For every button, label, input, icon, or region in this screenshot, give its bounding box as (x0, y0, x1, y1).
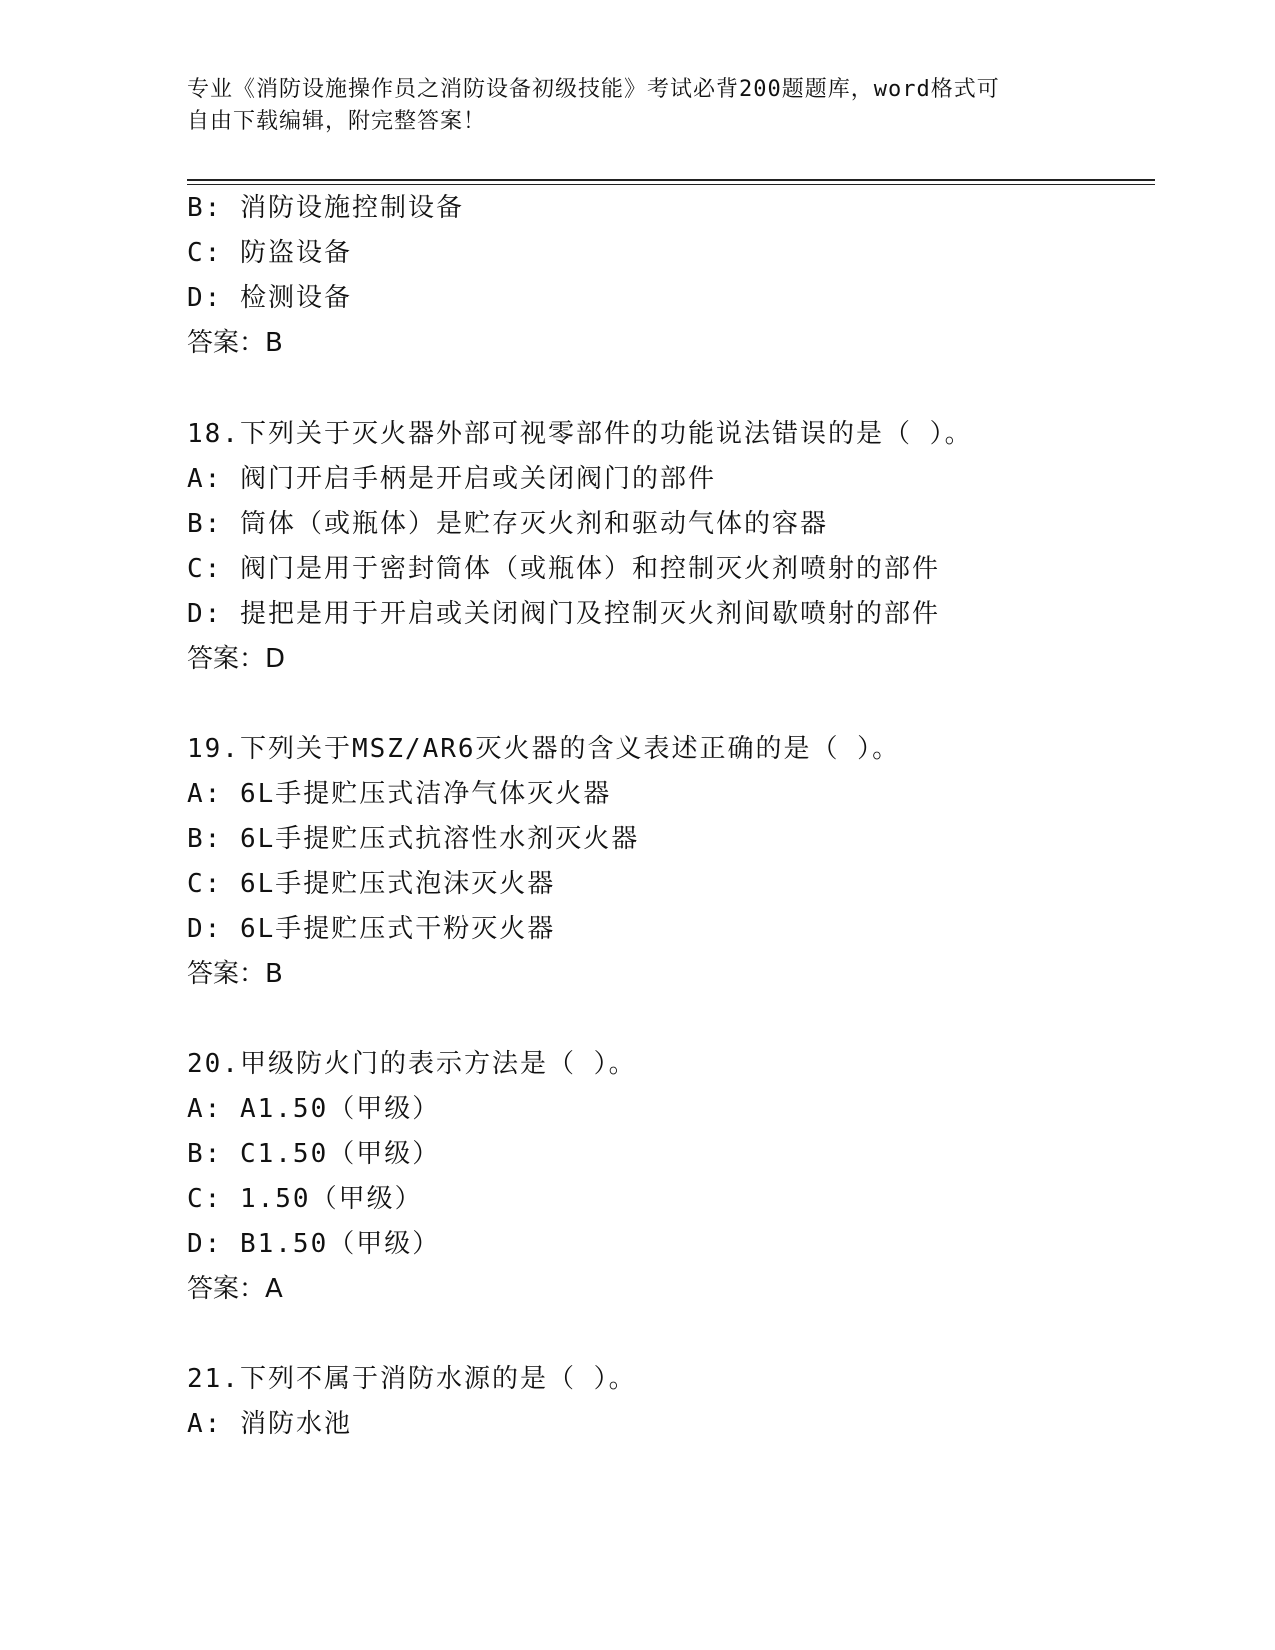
prev-answer: 答案：B (187, 328, 283, 358)
q19-option-c: C: 6L手提贮压式泡沫灭火器 (187, 869, 556, 899)
prev-option-d: D: 检测设备 (187, 283, 352, 313)
q18-option-b: B: 筒体（或瓶体）是贮存灭火剂和驱动气体的容器 (187, 509, 828, 539)
document-header (187, 74, 1087, 138)
q18-option-d: D: 提把是用于开启或关闭阀门及控制灭火剂间歇喷射的部件 (187, 599, 940, 629)
q18-question: 18.下列关于灭火器外部可视零部件的功能说法错误的是（ ）。 (187, 419, 973, 449)
q19-option-a: A: 6L手提贮压式洁净气体灭火器 (187, 779, 612, 809)
header-divider-thick (187, 179, 1155, 181)
q20-question: 20.甲级防火门的表示方法是（ ）。 (187, 1049, 637, 1079)
q21-question: 21.下列不属于消防水源的是（ ）。 (187, 1364, 637, 1394)
q20-option-b: B: C1.50（甲级） (187, 1139, 441, 1169)
q21-option-a: A: 消防水池 (187, 1409, 352, 1439)
header-line-2: 自由下载编辑，附完整答案！ (187, 109, 487, 134)
q19-answer: 答案：B (187, 959, 283, 989)
q19-question: 19.下列关于MSZ/AR6灭火器的含义表述正确的是（ ）。 (187, 734, 901, 764)
q18-option-a: A: 阀门开启手柄是开启或关闭阀门的部件 (187, 464, 716, 494)
header-divider-thin (187, 184, 1155, 185)
header-line-1: 专业《消防设施操作员之消防设备初级技能》考试必背200题题库，word格式可 (187, 77, 1000, 102)
prev-option-b: B: 消防设施控制设备 (187, 193, 464, 223)
q20-answer: 答案：A (187, 1274, 283, 1304)
prev-option-c: C: 防盗设备 (187, 238, 352, 268)
q18-option-c: C: 阀门是用于密封筒体（或瓶体）和控制灭火剂喷射的部件 (187, 554, 940, 584)
q20-option-a: A: A1.50（甲级） (187, 1094, 441, 1124)
q20-option-d: D: B1.50（甲级） (187, 1229, 441, 1259)
q18-answer: 答案：D (187, 644, 286, 674)
q19-option-b: B: 6L手提贮压式抗溶性水剂灭火器 (187, 824, 640, 854)
q20-option-c: C: 1.50（甲级） (187, 1184, 423, 1214)
q19-option-d: D: 6L手提贮压式干粉灭火器 (187, 914, 556, 944)
